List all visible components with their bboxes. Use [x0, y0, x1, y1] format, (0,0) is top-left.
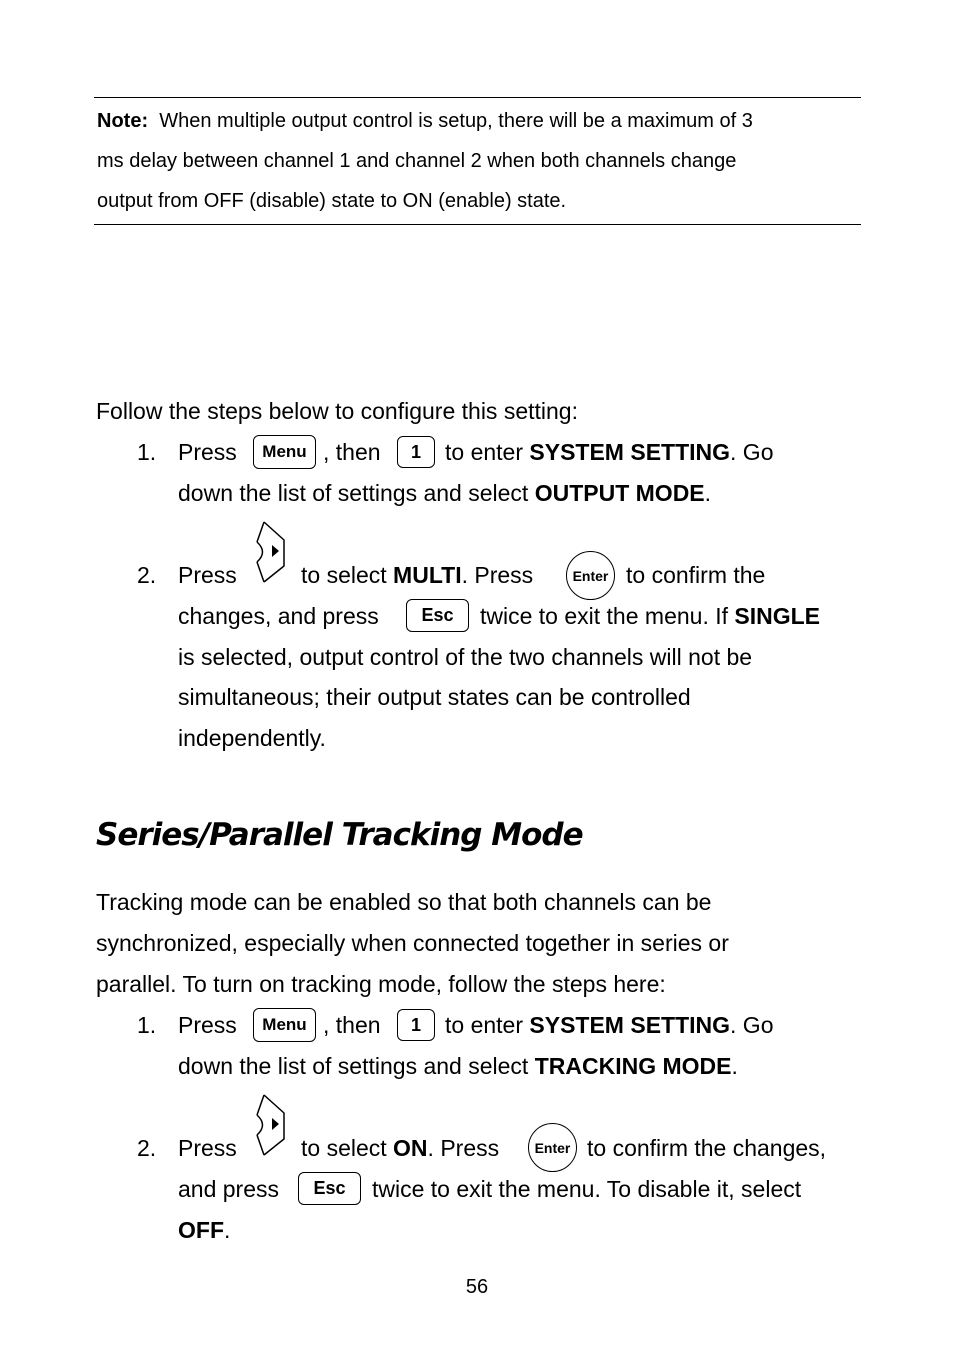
- step-text: independently.: [178, 725, 326, 751]
- step-text: , then: [323, 1012, 381, 1038]
- step-text: OFF.: [178, 1217, 231, 1243]
- section1-intro: Follow the steps below to configure this setting:: [96, 398, 578, 424]
- step-number: 2.: [137, 1135, 157, 1161]
- step-text: twice to exit the menu. If SINGLE: [480, 603, 821, 629]
- one-key-icon: 1: [397, 436, 435, 468]
- menu-key-icon: Menu: [253, 1008, 316, 1042]
- step-number: 1.: [137, 1012, 157, 1038]
- note-line-3: output from OFF (disable) state to ON (enable) state.: [97, 190, 567, 212]
- step-text: , then: [323, 439, 381, 465]
- menu-key-icon: Menu: [253, 435, 316, 469]
- step-text: to confirm the: [626, 562, 766, 588]
- step-number: 1.: [137, 439, 157, 465]
- section2-intro-line: parallel. To turn on tracking mode, follow the steps here:: [96, 971, 666, 997]
- page-number: 56: [465, 1276, 489, 1298]
- esc-key-icon: Esc: [406, 599, 469, 632]
- step-text: twice to exit the menu. To disable it, select: [372, 1176, 802, 1202]
- right-arrow-key-icon: [254, 1093, 288, 1157]
- step-text: to select ON. Press: [301, 1135, 500, 1161]
- enter-key-icon: Enter: [528, 1123, 577, 1172]
- step-text: Press: [178, 439, 237, 465]
- step-text: changes, and press: [178, 603, 379, 629]
- step-text: to select MULTI. Press: [301, 562, 534, 588]
- step-number: 2.: [137, 562, 157, 588]
- step-text: simultaneous; their output states can be controlled: [178, 684, 691, 710]
- section-heading: Series/Parallel Tracking Mode: [96, 817, 583, 853]
- step-text: to enter SYSTEM SETTING. Go: [445, 439, 774, 465]
- step-text: Press: [178, 562, 237, 588]
- note-box: [94, 97, 861, 225]
- right-arrow-key-icon: [254, 520, 288, 584]
- enter-key-icon: Enter: [566, 551, 615, 600]
- section2-intro-line: synchronized, especially when connected together in series or: [96, 930, 729, 956]
- step-text: to enter SYSTEM SETTING. Go: [445, 1012, 774, 1038]
- step-text: and press: [178, 1176, 280, 1202]
- step-text: is selected, output control of the two channels will not be: [178, 644, 753, 670]
- step-text: to confirm the changes,: [587, 1135, 827, 1161]
- step-text: down the list of settings and select OUTPUT MODE.: [178, 480, 712, 506]
- note-label: Note:: [97, 110, 149, 132]
- esc-key-icon: Esc: [298, 1172, 361, 1205]
- step-text: Press: [178, 1135, 237, 1161]
- step-text: Press: [178, 1012, 237, 1038]
- section2-intro-line: Tracking mode can be enabled so that both channels can be: [96, 889, 712, 915]
- note-line-2: ms delay between channel 1 and channel 2 when both channels change: [97, 150, 737, 172]
- step-text: down the list of settings and select TRACKING MODE.: [178, 1053, 738, 1079]
- one-key-icon: 1: [397, 1009, 435, 1041]
- note-line-1: Note: When multiple output control is setup, there will be a maximum of 3: [97, 110, 753, 132]
